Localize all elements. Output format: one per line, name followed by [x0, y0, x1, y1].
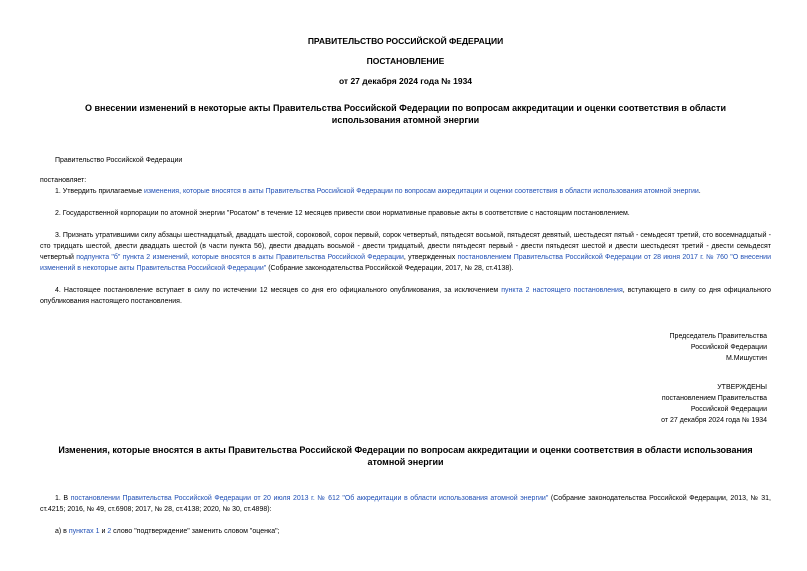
- signature-country: Российской Федерации: [690, 344, 767, 351]
- resolution-760-link[interactable]: постановлением Правительства Российской Федерации от 28 июня 2017 г. № 760 "О внесении изменений в некоторые акты Правительства Российской Федерации": [40, 254, 771, 272]
- date-number-heading: от 27 декабря 2024 года № 1934: [338, 76, 473, 86]
- paragraph-2: 2. Государственной корпорации по атомной энергии "Росатом" в течение 12 месяцев привести свои нормативные правовые акты в соответствие с настоящим постановлением.: [55, 210, 630, 217]
- decrees-text: постановляет:: [40, 177, 87, 184]
- changes-title: Изменения, которые вносятся в акты Правительства Российской Федерации по вопросам аккредитации и оценки соответствия в области использования атомной энергии: [58, 445, 753, 467]
- paragraph-4-suffix: , вступающего в силу со дня официального опубликования настоящего постановления.: [40, 287, 772, 305]
- paragraph-3-middle: , утвержденных: [403, 254, 458, 261]
- paragraph-4: [40, 285, 771, 307]
- approved-country: Российской Федерации: [690, 406, 767, 413]
- clause-2-ref-link[interactable]: 2: [107, 528, 112, 535]
- paragraph-1: [40, 186, 771, 197]
- approved-label: УТВЕРЖДЕНЫ: [717, 384, 767, 391]
- issuer-text: Правительство Российской Федерации: [55, 157, 183, 164]
- clause-2-link[interactable]: пункта 2 настоящего постановления: [501, 287, 623, 294]
- document-title: О внесении изменений в некоторые акты Правительства Российской Федерации по вопросам аккредитации и оценки соответствия в области использования атомной энергии: [85, 103, 726, 125]
- changes-item-1: [40, 493, 771, 515]
- signature-name: М.Мишустин: [725, 355, 767, 362]
- changes-item-1-suffix: (Собрание законодательства Российской Федерации, 2013, № 31, ст.4215; 2016, № 49, ст.6908; 2017, № 28, ст.4138; 2020, № 30, ст.4898):: [40, 495, 771, 513]
- changes-item-a-prefix: а) в: [55, 528, 69, 535]
- paragraph-3-suffix: (Собрание законодательства Российской Федерации, 2017, № 28, ст.4138).: [266, 265, 514, 272]
- changes-item-a-suffix: слово "подтверждение" заменить словом "оценка";: [111, 528, 280, 535]
- changes-item-a-and: и: [99, 528, 108, 535]
- approved-changes-link[interactable]: изменения, которые вносятся в акты Правительства Российской Федерации по вопросам аккредитации и оценки соответствия в области использования атомной энергии: [143, 188, 699, 195]
- paragraph-4-prefix: 4. Настоящее постановление вступает в силу по истечении 12 месяцев со дня его официального опубликования, за исключением: [55, 287, 502, 294]
- signature-block: [670, 331, 767, 364]
- doc-type-heading: ПОСТАНОВЛЕНИЕ: [366, 56, 445, 66]
- resolution-612-link[interactable]: постановлении Правительства Российской Федерации от 20 июля 2013 г. № 612 "Об аккредитации в области использования атомной энергии": [70, 495, 549, 502]
- approved-date: от 27 декабря 2024 года № 1934: [661, 417, 767, 424]
- changes-item-a: [40, 526, 771, 537]
- paragraph-1-prefix: 1. Утвердить прилагаемые: [55, 188, 144, 195]
- paragraph-3-prefix: 3. Признать утратившими силу абзацы шестнадцатый, двадцать шестой, сороковой, сорок первый, сорок четвертый, пятьдесят восьмой, пятьдесят девятый, шестьдесят пятый - семьдесят третий, сто восемнадцатый - сто тридцать шестой, двести двадцать шестой (в части пункта 56), двести двадцать восьмой - двести тридцатый, двести пятьдесят первый - двести пятьдесят шестой и двести шестьдесят третий - двести семьдесят четвертый: [40, 232, 771, 261]
- changes-item-1-prefix: 1. В: [55, 495, 71, 502]
- government-heading: ПРАВИТЕЛЬСТВО РОССИЙСКОЙ ФЕДЕРАЦИИ: [307, 36, 504, 46]
- subparagraph-b-link[interactable]: подпункта "б" пункта 2 изменений, которые вносятся в акты Правительства Российской Федерации: [76, 254, 404, 261]
- approved-by: постановлением Правительства: [661, 395, 767, 402]
- paragraph-1-suffix: .: [698, 188, 701, 195]
- paragraph-3: [40, 230, 771, 274]
- signature-position: Председатель Правительства: [669, 333, 767, 340]
- clause-1-link[interactable]: пунктах 1: [68, 528, 100, 535]
- approved-block: [661, 382, 767, 426]
